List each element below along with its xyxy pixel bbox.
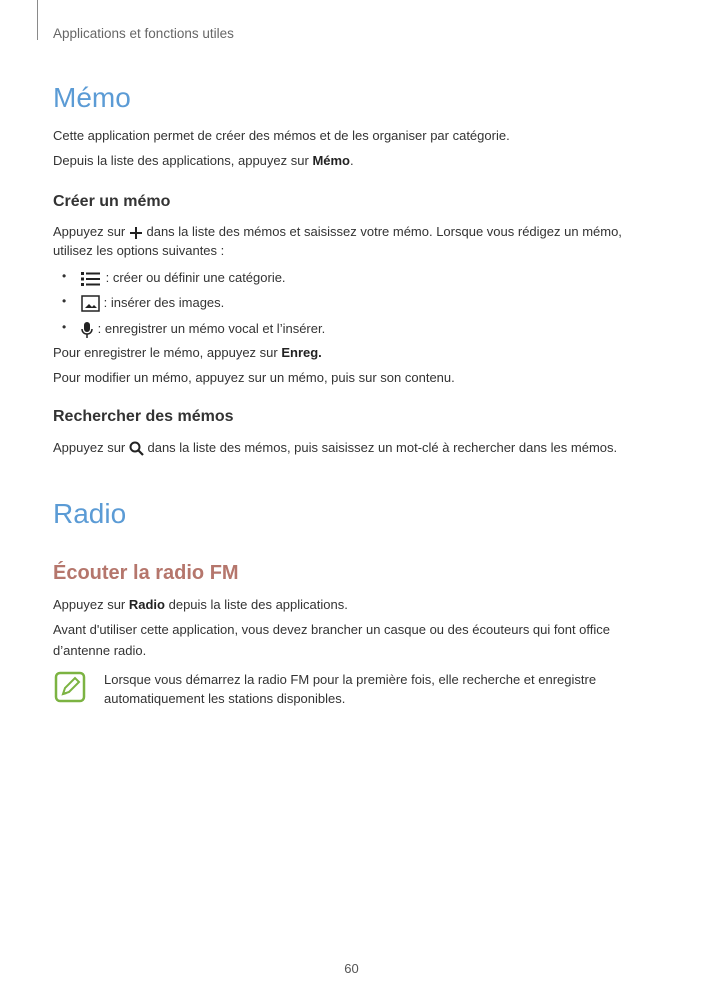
- search-icon: [129, 441, 144, 456]
- list-icon: [80, 270, 102, 288]
- search-memo-heading: Rechercher des mémos: [53, 408, 234, 425]
- text: dans la liste des mémos et saisissez votre mémo. Lorsque vous rédigez un mémo,: [142, 224, 622, 239]
- memo-intro-1: Cette application permet de créer des mémos et de les organiser par catégorie.: [53, 128, 510, 143]
- microphone-icon: [80, 321, 94, 339]
- edit-memo-line: Pour modifier un mémo, appuyez sur un mémo, puis sur son contenu.: [53, 370, 455, 385]
- note-line-2: automatiquement les stations disponibles.: [104, 691, 346, 706]
- fm-line-3: d’antenne radio.: [53, 643, 147, 658]
- create-memo-heading: Créer un mémo: [53, 193, 171, 210]
- text: Appuyez sur: [53, 440, 129, 455]
- text: depuis la liste des applications.: [165, 597, 348, 612]
- create-memo-line-1: [53, 223, 622, 240]
- save-label: Enreg.: [281, 345, 322, 360]
- plus-icon: [129, 226, 143, 240]
- page-number: 60: [344, 961, 359, 976]
- create-memo-line-2: utilisez les options suivantes :: [53, 243, 225, 258]
- text: Depuis la liste des applications, appuyez sur: [53, 153, 313, 168]
- bullet: •: [62, 320, 67, 334]
- note-line-1: Lorsque vous démarrez la radio FM pour la première fois, elle recherche et enregistre: [104, 672, 597, 687]
- memo-intro-2: [53, 152, 354, 169]
- text: : insérer des images.: [100, 295, 225, 310]
- option-voice: [80, 320, 325, 339]
- text: .: [350, 153, 354, 168]
- text: Appuyez sur: [53, 224, 129, 239]
- fm-line-2: Avant d'utiliser cette application, vous devez brancher un casque ou des écouteurs qui font office: [53, 622, 611, 637]
- option-image: [81, 294, 224, 312]
- fm-line-1: [53, 596, 348, 613]
- text: : enregistrer un mémo vocal et l’insérer.: [94, 321, 326, 336]
- radio-title: Radio: [53, 498, 127, 529]
- text: : créer ou définir une catégorie.: [102, 270, 286, 285]
- top-rule: [37, 0, 38, 40]
- search-memo-line: [53, 439, 617, 456]
- image-icon: [81, 295, 100, 312]
- memo-title: Mémo: [53, 82, 131, 113]
- save-memo-line: [53, 344, 322, 361]
- option-category: [80, 269, 286, 288]
- text: dans la liste des mémos, puis saisissez un mot-clé à rechercher dans les mémos.: [143, 440, 618, 455]
- fm-radio-heading: Écouter la radio FM: [53, 562, 239, 584]
- note-pencil-icon: [54, 671, 86, 703]
- text: Pour enregistrer le mémo, appuyez sur: [53, 345, 282, 360]
- memo-app-name: Mémo: [312, 153, 350, 168]
- bullet: •: [62, 269, 67, 283]
- running-header: Applications et fonctions utiles: [53, 26, 234, 41]
- text: Appuyez sur: [53, 597, 129, 612]
- radio-app-name: Radio: [128, 597, 165, 612]
- bullet: •: [62, 294, 67, 308]
